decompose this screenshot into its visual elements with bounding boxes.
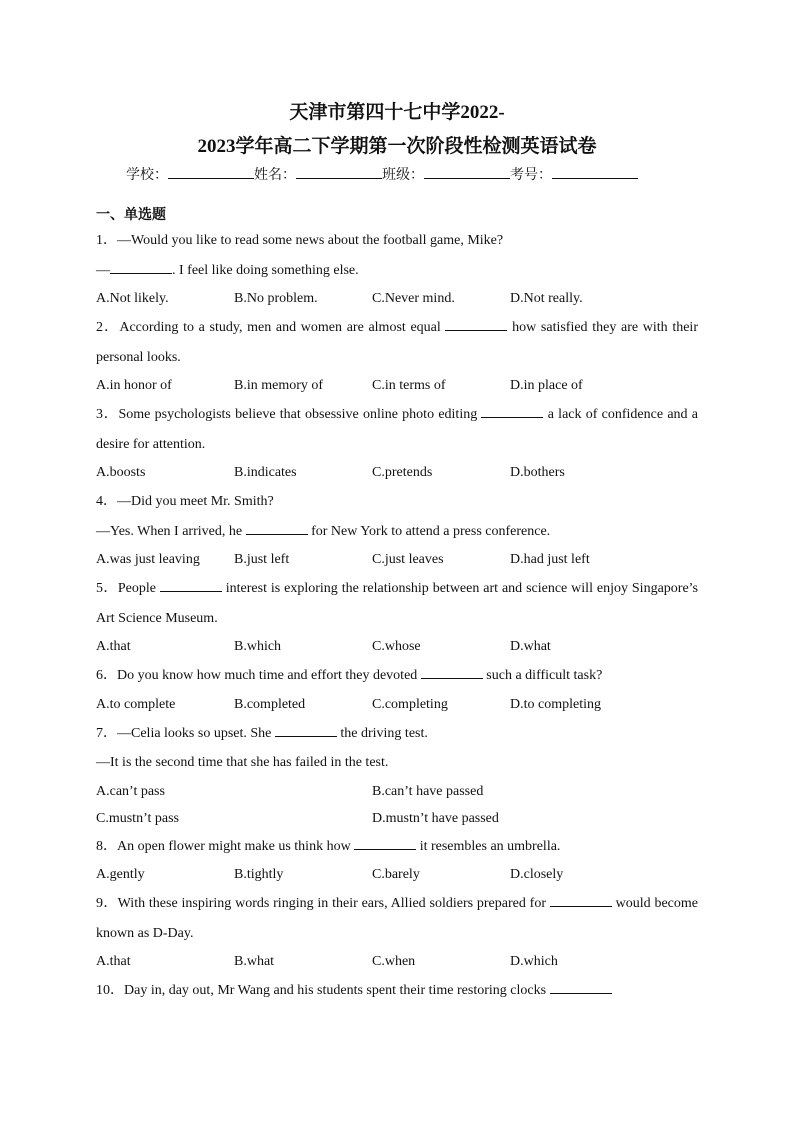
question-stem: 1．—Would you like to read some news about the football game, Mike? xyxy=(96,233,504,248)
school-blank xyxy=(168,166,254,179)
question-7 xyxy=(96,719,698,778)
option-b: B.completed xyxy=(234,696,306,712)
option-b: B.just left xyxy=(234,552,290,567)
exam-title xyxy=(96,96,698,164)
title-line-2: 2023学年高二下学期第一次阶段性检测英语试卷 xyxy=(197,136,597,157)
question-stem-2 xyxy=(96,517,698,547)
section-heading: 一、单选题 xyxy=(96,207,166,223)
stem-text: 3．Some psychologists believe that obsessive online photo editing xyxy=(96,407,482,422)
options-row xyxy=(96,633,698,661)
option-c: C.Never mind. xyxy=(372,291,455,306)
question-stem xyxy=(96,719,698,749)
option-d: D.bothers xyxy=(510,465,565,480)
stem-text: 5．People xyxy=(96,581,160,596)
option-b: B.which xyxy=(234,639,282,654)
number-blank xyxy=(552,166,638,179)
options-row xyxy=(96,948,698,976)
stem-text: 10．Day in, day out, Mr Wang and his students spent their time restoring clocks xyxy=(96,983,550,998)
option-c: C.barely xyxy=(372,867,420,882)
option-a: A.that xyxy=(96,954,131,969)
question-9 xyxy=(96,889,698,948)
question-4 xyxy=(96,487,698,546)
title-line-1: 天津市第四十七中学2022- xyxy=(289,102,505,123)
options-row xyxy=(96,778,698,805)
question-5 xyxy=(96,574,698,633)
option-a: A.was just leaving xyxy=(96,552,200,567)
stem-text: — xyxy=(96,262,110,278)
question-3 xyxy=(96,400,698,459)
option-d: D.had just left xyxy=(510,552,590,567)
option-b: B.in memory of xyxy=(234,378,324,393)
options-row xyxy=(96,805,698,832)
option-a: A.that xyxy=(96,639,131,654)
option-b: B.No problem. xyxy=(234,291,318,306)
answer-blank xyxy=(246,522,308,535)
answer-blank xyxy=(550,894,612,907)
stem-text: 2．According to a study, men and women are almost equal xyxy=(96,320,446,335)
option-d: D.which xyxy=(510,954,558,969)
stem-text: 6．Do you know how much time and effort they devoted xyxy=(96,668,421,683)
stem-text: how satisfied they are with their personal looks. xyxy=(96,320,698,365)
answer-blank xyxy=(275,724,337,737)
option-c: C.when xyxy=(372,954,416,969)
question-stem: 4．—Did you meet Mr. Smith? xyxy=(96,494,274,509)
option-b: B.what xyxy=(234,954,275,969)
option-c: C.just leaves xyxy=(372,552,444,567)
option-b: B.tightly xyxy=(234,867,284,882)
option-a: A.to complete xyxy=(96,696,176,712)
option-c: C.pretends xyxy=(372,465,433,480)
options-row xyxy=(96,372,698,400)
option-a: A.can’t pass xyxy=(96,783,165,799)
name-blank xyxy=(296,166,382,179)
stem-text: 7．—Celia looks so upset. She xyxy=(96,725,275,741)
class-blank xyxy=(424,166,510,179)
options-row xyxy=(96,691,698,719)
class-label: 班级： xyxy=(382,167,424,183)
answer-blank xyxy=(550,981,612,994)
options-row xyxy=(96,459,698,487)
question-stem-2: —It is the second time that she has failed in the test. xyxy=(96,755,389,770)
option-d: D.in place of xyxy=(510,378,583,393)
option-b: B.can’t have passed xyxy=(372,783,484,799)
stem-text: would become known as D-Day. xyxy=(96,896,698,941)
option-c: C.in terms of xyxy=(372,378,446,393)
school-label: 学校： xyxy=(126,167,168,183)
stem-text: for New York to attend a press conference. xyxy=(307,523,551,539)
stem-text: 9．With these inspiring words ringing in their ears, Allied soldiers prepared for xyxy=(96,896,550,911)
option-d: D.mustn’t have passed xyxy=(372,810,499,826)
stem-text: it resembles an umbrella. xyxy=(416,838,561,854)
question-10 xyxy=(96,976,698,1006)
name-label: 姓名： xyxy=(254,167,296,183)
option-d: D.closely xyxy=(510,867,564,882)
option-d: D.what xyxy=(510,639,551,654)
answer-blank xyxy=(421,666,483,679)
stem-text: . I feel like doing something else. xyxy=(172,262,359,278)
question-1 xyxy=(96,226,698,285)
question-2 xyxy=(96,313,698,372)
stem-text: the driving test. xyxy=(336,725,428,741)
student-info-row xyxy=(66,164,698,186)
option-a: A.gently xyxy=(96,867,145,882)
stem-text: such a difficult task? xyxy=(482,668,603,683)
stem-text: 8．An open flower might make us think how xyxy=(96,838,355,854)
option-c: C.completing xyxy=(372,696,448,712)
stem-text: a lack of confidence and a desire for attention. xyxy=(96,407,698,452)
options-row xyxy=(96,546,698,574)
stem-text: —Yes. When I arrived, he xyxy=(96,523,246,539)
number-label: 考号： xyxy=(510,167,552,183)
option-a: A.Not likely. xyxy=(96,291,169,306)
question-6 xyxy=(96,661,698,691)
answer-blank xyxy=(481,405,543,418)
answer-blank xyxy=(160,579,222,592)
question-stem-2 xyxy=(96,256,698,286)
options-grid xyxy=(96,778,698,832)
option-a: A.in honor of xyxy=(96,378,172,393)
option-d: D.Not really. xyxy=(510,291,583,306)
option-c: C.whose xyxy=(372,639,421,654)
answer-blank xyxy=(445,318,507,331)
option-d: D.to completing xyxy=(510,696,601,712)
answer-blank xyxy=(354,837,416,850)
question-8 xyxy=(96,832,698,862)
option-c: C.mustn’t pass xyxy=(96,810,179,826)
options-row xyxy=(96,285,698,313)
exam-page xyxy=(96,96,698,1006)
stem-text: interest is exploring the relationship between art and science will enjoy Singapore’s Art Science Museum. xyxy=(96,581,698,626)
option-a: A.boosts xyxy=(96,465,146,480)
options-row xyxy=(96,861,698,889)
option-b: B.indicates xyxy=(234,465,297,480)
answer-blank xyxy=(110,261,172,274)
